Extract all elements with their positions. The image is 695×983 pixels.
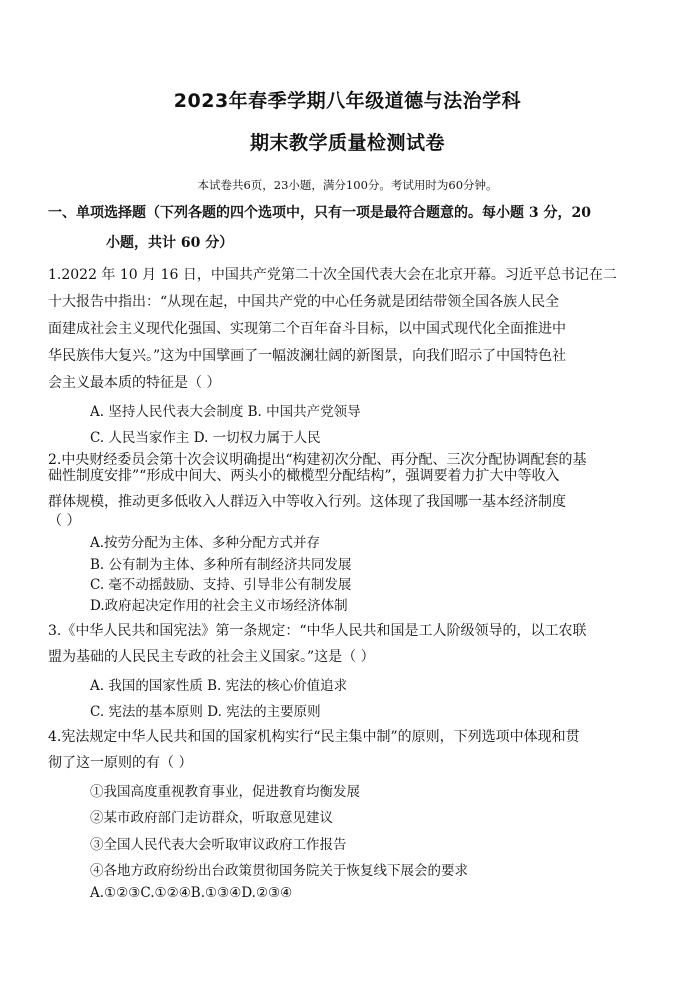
section-heading-line1: 一、单项选择题（下列各题的四个选项中，只有一项是最符合题意的。每小题 3 分，20 — [48, 205, 591, 221]
question-1-option: A. 坚持人民代表大会制度 B. 中国共产党领导 — [90, 404, 361, 420]
question-1-line: 会主义最本质的特征是（ ） — [48, 375, 221, 391]
question-2-line: 2.中央财经委员会第十次会议明确提出“构建初次分配、再分配、三次分配协调配套的基 — [48, 452, 587, 468]
question-3-line: 3.《中华人民共和国宪法》第一条规定：“中华人民共和国是工人阶级领导的，以工农联 — [48, 623, 587, 639]
question-4-line: 4.宪法规定中华人民共和国的国家机构实行“民主集中制”的原则，下列选项中体现和贯 — [48, 729, 580, 745]
question-3-option: C. 宪法的基本原则 D. 宪法的主要原则 — [90, 704, 321, 720]
section-heading-line2: 小题，共计 60 分） — [106, 235, 234, 251]
question-4-statement: ③全国人民代表大会听取审议政府工作报告 — [90, 837, 347, 853]
exam-title-line2: 期末教学质量检测试卷 — [249, 132, 445, 154]
question-3-option: A. 我国的国家性质 B. 宪法的核心价值追求 — [90, 678, 348, 694]
question-2-line: （ ） — [48, 513, 81, 529]
question-1-line: 面建成社会主义现代化强国、实现第二个百年奋斗目标，以中国式现代化全面推进中 — [48, 321, 566, 337]
question-1-line: 十大报告中指出：“从现在起，中国共产党的中心任务就是团结带领全国各族人民全 — [48, 294, 560, 310]
question-2-line: 础性制度安排”“形成中间大、两头小的橄榄型分配结构”，强调要着力扩大中等收入 — [48, 468, 560, 484]
question-1-line: 华民族伟大复兴。”这为中国擘画了一幅波澜壮阔的新图景，向我们昭示了中国特色社 — [48, 348, 567, 364]
question-4-option: A.①②③C.①②④B.①③④D.②③④ — [90, 885, 293, 901]
question-1-option: C. 人民当家作主 D. 一切权力属于人民 — [90, 430, 321, 446]
question-4-statement: ②某市政府部门走访群众，听取意见建议 — [90, 810, 333, 826]
exam-title-line1: 2023年春季学期八年级道德与法治学科 — [173, 90, 522, 112]
question-4-line: 彻了这一原则的有（ ） — [48, 755, 193, 771]
question-1-line: 1.2022 年 10 月 16 日，中国共产党第二十次全国代表大会在北京开幕。习近平总书记在二 — [48, 267, 617, 283]
question-4-statement: ①我国高度重视教育事业，促进教育均衡发展 — [90, 784, 360, 800]
question-2-option: C. 毫不动摇鼓励、支持、引导非公有制发展 — [90, 577, 352, 593]
question-3-line: 盟为基础的人民民主专政的社会主义国家。”这是（ ） — [48, 649, 375, 665]
question-2-option: B. 公有制为主体、多种所有制经济共同发展 — [90, 557, 352, 573]
question-2-option: A.按劳分配为主体、多种分配方式并存 — [90, 535, 321, 551]
exam-instructions: 本试卷共6页，23小题，满分100分。考试用时为60分钟。 — [197, 178, 498, 192]
question-2-option: D.政府起决定作用的社会主义市场经济体制 — [90, 598, 348, 614]
question-2-line: 群体规模，推动更多低收入人群迈入中等收入行列。这体现了我国哪一基本经济制度 — [48, 494, 566, 510]
question-4-statement: ④各地方政府纷纷出台政策贯彻国务院关于恢复线下展会的要求 — [90, 863, 468, 879]
